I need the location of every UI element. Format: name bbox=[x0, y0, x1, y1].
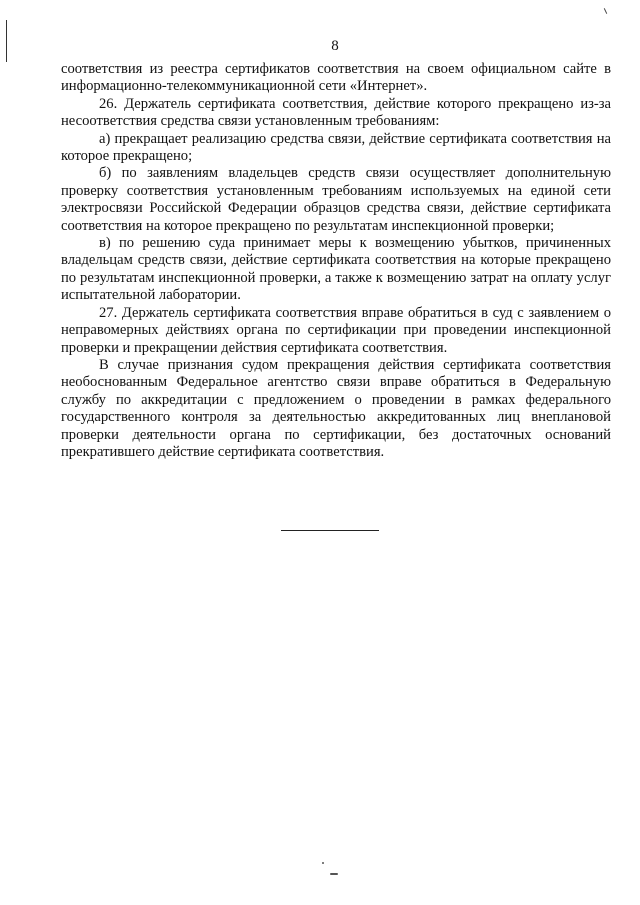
scan-speck bbox=[322, 862, 324, 864]
paragraph-court-recognition: В случае признания судом прекращения действия сертификата соответствия необоснованным Федеральное агентство связи вправе обратиться в Федеральную службу по аккредитации с предложением о проведении в рамках федерального государственного контроля за деятельностью аккредитованных лиц внеплановой проверки деятельности органа по сертификации, без достаточных оснований прекратившего действие сертификата соответствия. bbox=[61, 356, 611, 460]
corner-scan-mark bbox=[604, 8, 607, 14]
paragraph-clause-26: 26. Держатель сертификата соответствия, действие которого прекращено из-за несоответствия средства связи установленным требованиям: bbox=[61, 95, 611, 130]
document-body bbox=[61, 61, 611, 461]
paragraph-continuation: соответствия из реестра сертификатов соответствия на своем официальном сайте в информационно-телекоммуникационной сети «Интернет». bbox=[61, 61, 611, 95]
paragraph-clause-26-a: а) прекращает реализацию средства связи, действие сертификата соответствия на которое прекращено; bbox=[61, 130, 611, 165]
paragraph-clause-27: 27. Держатель сертификата соответствия вправе обратиться в суд с заявлением о неправомерных действиях органа по сертификации при проведении инспекционной проверки и прекращении действия сертификата соответствия. bbox=[61, 304, 611, 356]
paragraph-clause-26-c: в) по решению суда принимает меры к возмещению убытков, причиненных владельцам средств связи, действие сертификата соответствия на которые прекращено по результатам инспекционной проверки, а также к возмещению затрат на оплату услуг испытательной лаборатории. bbox=[61, 235, 611, 304]
end-separator-line bbox=[281, 530, 379, 531]
page-number: 8 bbox=[331, 38, 339, 54]
paragraph-clause-26-b: б) по заявлениям владельцев средств связи осуществляет дополнительную проверку соответствия установленным требованиям используемых на единой сети электросвязи Российской Федерации образцов средства связи, действие сертификата соответствия на которое прекращено по результатам инспекционной проверки; bbox=[61, 165, 611, 234]
scan-speck bbox=[330, 873, 338, 875]
